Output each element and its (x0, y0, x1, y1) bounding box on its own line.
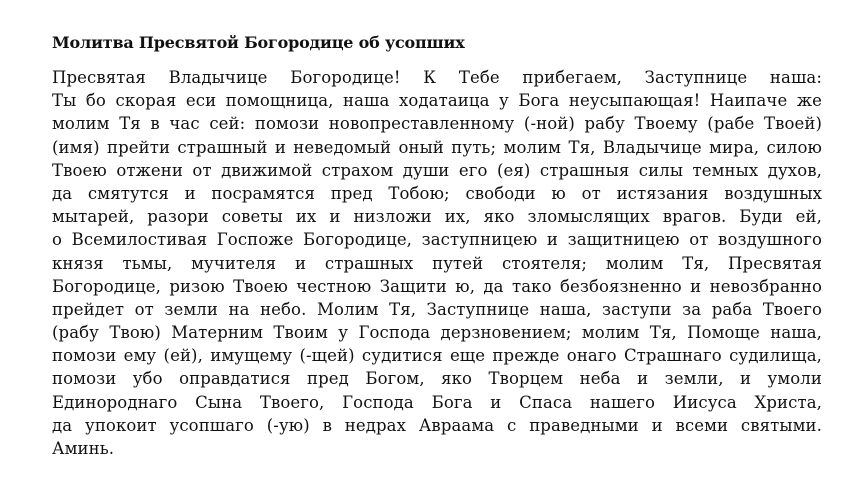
prayer-line: помози ему (ей), имущему (-щей) судитися еще прежде онаго Страшнаго судилища, (52, 346, 822, 366)
prayer-line: Пресвятая Владычице Богородице! К Тебе прибегаем, Заступнице наша: (52, 68, 822, 87)
prayer-line: князя тьмы, мучителя и страшных путей стоятеля; молим Тя, Пресвятая (52, 253, 822, 273)
prayer-line: (рабу Твою) Матерним Твоим у Господа дерзновением; молим Тя, Помоще наша, (52, 323, 822, 343)
prayer-line: о Всемилостивая Госпоже Богородице, заступницею и защитницею от воздушного (52, 230, 822, 250)
prayer-line: Богородице, ризою Твоею честною Защити ю, да тако безбоязненно и невозбранно (52, 276, 822, 296)
prayer-body (52, 66, 822, 460)
prayer-line: Твоею отжени от движимой страхом души его (ея) страшныя силы темных духов, (52, 160, 822, 180)
prayer-line: прейдет от земли на небо. Молим Тя, Заступнице наша, заступи за раба Твоего (52, 299, 822, 319)
prayer-line-amen: Аминь. (52, 439, 115, 458)
prayer-line: молим Тя в час сей: помози новопреставленному (-ной) рабу Твоему (рабе Твоей) (52, 114, 822, 134)
prayer-line: (имя) прейти страшный и неведомый оный путь; молим Тя, Владычице мира, силою (52, 137, 822, 157)
prayer-line: мытарей, разори советы их и низложи их, яко зломыслящих врагов. Буди ей, (52, 207, 822, 227)
prayer-line: Единороднаго Сына Твоего, Господа Бога и Спаса нашего Иисуса Христа, (52, 392, 822, 412)
prayer-line: да смятутся и посрамятся пред Тобою; свободи ю от истязания воздушных (52, 183, 822, 203)
prayer-line: Ты бо скорая еси помощница, наша ходатаица у Бога неусыпающая! Наипаче же (52, 91, 822, 111)
prayer-line: да упокоит усопшаго (-ую) в недрах Авраама с праведными и всеми святыми. (52, 415, 822, 435)
prayer-document (52, 32, 822, 460)
prayer-line: помози убо оправдатися пред Богом, яко Творцем неба и земли, и умоли (52, 369, 822, 389)
prayer-title: Молитва Пресвятой Богородице об усопших (52, 33, 465, 52)
